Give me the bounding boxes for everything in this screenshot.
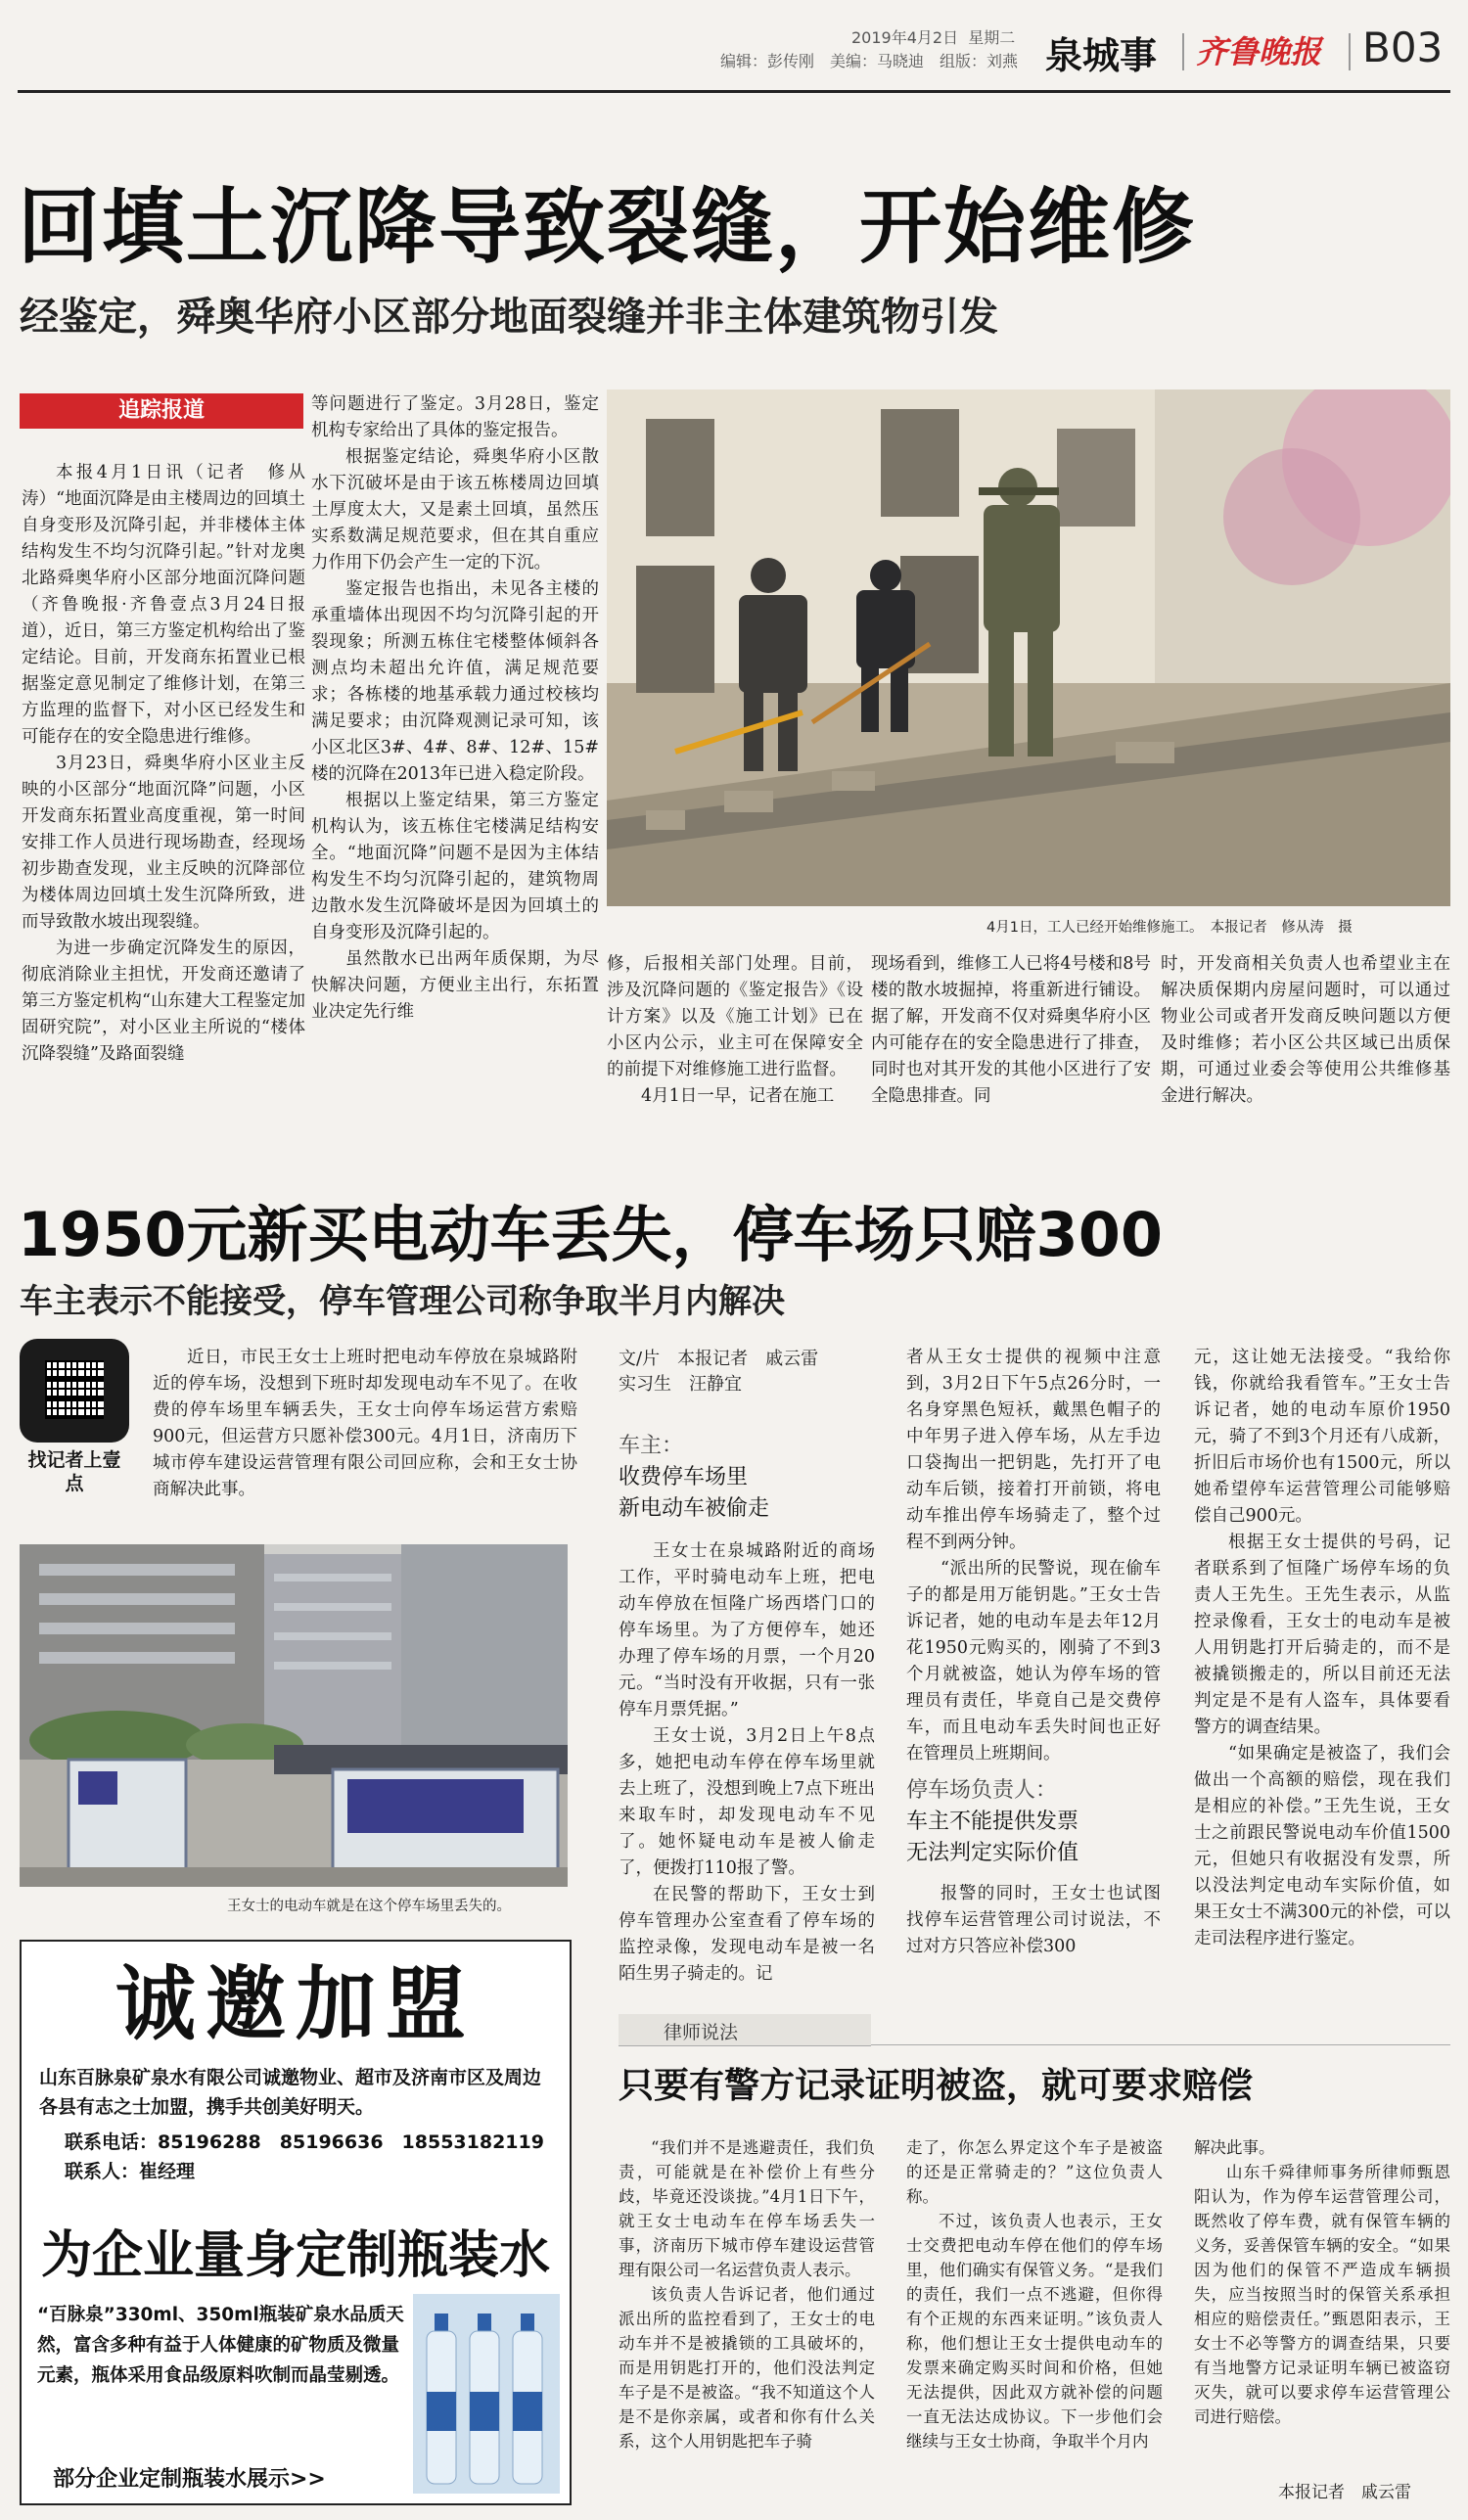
article1-col1	[22, 460, 305, 1180]
construction-photo	[607, 389, 1450, 906]
ad-water-footer: 部分企业定制瓶装水展示>>	[53, 2467, 326, 2492]
article1-col2	[311, 391, 599, 1204]
paragraph: 王女士说，3月2日上午8点多，她把电动车停在停车场里就去上班了，没想到晚上7点下班出来取车时，却发现电动车不见了。她怀疑电动车是被人偷走了，便拨打110报了警。	[619, 1726, 875, 1878]
paragraph: 根据以上鉴定结果，第三方鉴定机构认为，该五栋住宅楼满足结构安全。“地面沉降”问题不是因为主体结构发生不均匀沉降引起的，建筑物周边散水发生沉降破坏是因为回填土的自身变形及沉降引起的。	[311, 791, 599, 942]
paragraph: 现场看到，维修工人已将4号楼和8号楼的散水坡掘掉，将重新进行铺设。据了解，开发商不仅对舜奥华府小区内可能存在的安全隐患进行了排查，同时也对其开发的其他小区进行了安全隐患排查。同	[871, 954, 1151, 1106]
qr-code	[45, 1360, 104, 1419]
ad-franchise-body: 山东百脉泉矿泉水有限公司诚邀物业、超市及济南市区及周边各县有志之士加盟，携手共创美好明天。	[39, 2067, 542, 2118]
article2-lead	[153, 1345, 577, 1521]
header-weekday: 星期二	[968, 28, 1016, 47]
paragraph: 修，后报相关部门处理。目前，涉及沉降问题的《鉴定报告》《设计方案》以及《施工计划》已在小区内公示，业主可在保障安全的前提下对维修施工进行监督。	[607, 954, 863, 1079]
article1-title: 回填土沉降导致裂缝，开始维修	[18, 179, 1197, 275]
subhead-line: 新电动车被偷走	[619, 1496, 770, 1521]
bottles-illustration	[413, 2294, 560, 2494]
article1-col3	[607, 951, 863, 1206]
byline-reporter: 文/片 本报记者 戚云雷	[619, 1349, 819, 1369]
paragraph: 鉴定报告也指出，未见各主楼的承重墙体出现因不均匀沉降引起的开裂现象；所测五栋住宅楼整体倾斜各测点均未超出允许值，满足规范要求；各栋楼的地基承载力通过校核均满足要求；由沉降观测记录可知，该小区北区3#、4#、8#、12#、15#楼的沉降在2013年已进入稳定阶段。	[311, 579, 599, 784]
parking-photo	[20, 1544, 568, 1887]
paragraph: 山东千舜律师事务所律师甄恩阳认为，作为停车运营管理公司，既然收了停车费，就有保管车辆的义务，妥善保管车辆的安全。“如果因为他们的保管不严造成车辆损失，应当按照当时的保管关系承担相应的赔偿责任。”甄恩阳表示，王女士不必等警方的调查结果，只要有当地警方记录证明车辆已被盗窃灭失，就可以要求停车运营管理公司进行赔偿。	[1194, 2163, 1450, 2426]
paragraph: 元，这让她无法接受。“我给你钱，你就给我看管车。”王女士告诉记者，她的电动车原价1950元，骑了不到3个月还有八成新，折旧后市场价也有1500元，所以她希望停车运营管理公司能够赔偿自己900元。	[1194, 1348, 1450, 1526]
subhead-line: 无法判定实际价值	[906, 1841, 1079, 1865]
lawyer-byline: 本报记者 戚云雷	[1278, 2483, 1411, 2502]
subhead-manager	[906, 1775, 1078, 1869]
paper-logo: 齐鲁晚报	[1196, 33, 1322, 70]
paragraph: 报警的同时，王女士也试图找停车运营管理公司讨说法，不过对方只答应补偿300	[906, 1884, 1161, 1956]
paragraph: 根据鉴定结论，舜奥华府小区散水下沉破坏是由于该五栋楼周边回填土厚度太大，又是素土回填，虽然压实系数满足规范要求，但在其自重应力作用下仍会产生一定的下沉。	[311, 447, 599, 573]
header-divider	[1349, 33, 1351, 70]
paragraph: 该负责人告诉记者，他们通过派出所的监控看到了，王女士的电动车并不是被撬锁的工具破坏的，而是用钥匙打开的，他们没法判定车子是不是被盗。“我不知道这个人是不是你亲属，或者和你有什么关系，这个人用钥匙把车子骑	[619, 2285, 875, 2451]
ad-franchise	[20, 1940, 572, 2220]
paragraph: “我们并不是逃避责任，我们负责，可能就是在补偿价上有些分歧，毕竟还没谈拢。”4月1日下午，就王女士电动车在停车场丢失一事，济南历下城市停车建设运营管理有限公司一名运营负责人表示。	[619, 2138, 875, 2279]
paragraph: 等问题进行了鉴定。3月28日，鉴定机构专家给出了具体的鉴定报告。	[311, 394, 599, 440]
paragraph: 走了，你怎么界定这个车子是被盗的还是正常骑走的？”这位负责人称。	[906, 2138, 1163, 2206]
subhead-kicker: 车主：	[619, 1434, 684, 1458]
paragraph: 解决此事。	[1194, 2138, 1275, 2157]
byline-intern: 实习生 汪静宜	[619, 1374, 742, 1395]
lawyer-tag	[619, 2014, 871, 2046]
subhead-owner	[619, 1431, 769, 1525]
qr-badge-label: 找记者上壹点	[27, 1449, 121, 1494]
paragraph: 根据王女士提供的号码，记者联系到了恒隆广场停车场的负责人王先生。王先生表示，从监控录像看，王女士的电动车是被人用钥匙打开后骑走的，而不是被撬锁搬走的，所以目前还无法判定是不是有人盗车，具体要看警方的调查结果。	[1194, 1533, 1450, 1737]
ad-franchise-title: 诚邀加盟	[115, 1957, 476, 2051]
contact-name: 崔经理	[139, 2161, 196, 2182]
header-editors: 编辑：彭传刚 美编：马晓迪 组版：刘燕	[720, 52, 1019, 70]
paragraph: 4月1日一早，记者在施工	[641, 1086, 835, 1106]
camera-icon	[20, 1339, 129, 1443]
contact-label: 联系人：	[65, 2161, 140, 2182]
lawyer-tag-label: 律师说法	[664, 2022, 739, 2043]
lawyer-title: 只要有警方记录证明被盗，就可要求赔偿	[619, 2066, 1254, 2106]
construction-photo-caption: 4月1日，工人已经开始维修施工。 本报记者 修从涛 摄	[986, 920, 1353, 936]
ad-water-body: “百脉泉”330ml、350ml瓶装矿泉水品质天然，富含多种有益于人体健康的矿物质及微量元素，瓶体采用食品级原料吹制而晶莹剔透。	[37, 2305, 404, 2386]
article2-col2	[619, 1538, 875, 2006]
paragraph: 者从王女士提供的视频中注意到，3月2日下午5点26分时，一名身穿黑色短袄，戴黑色帽子的中年男子进入停车场，从左手边口袋掏出一把钥匙，先打开了电动车后锁，接着打开前锁，将电动车推出停车场骑走了，整个过程不到两分钟。	[906, 1348, 1161, 1552]
paragraph: “如果确定是被盗了，我们会做出一个高额的赔偿，现在我们是相应的补偿。”王先生说，王女士之前跟民警说电动车价值1500元，但她只有收据没有发票，所以没法判定电动车实际价值，如果王女士不满300元的补偿，可以走司法程序进行鉴定。	[1194, 1744, 1450, 1948]
article1-tag: 追踪报道	[20, 393, 303, 429]
paragraph: 王女士在泉城路附近的商场工作，平时骑电动车上班，把电动车停放在恒隆广场西塔门口的停车场里。为了方便停车，她还办理了停车场的月票，一个月20元。“当时没有开收据，只有一张停车月票凭据。”	[619, 1541, 875, 1719]
lawyer-col2	[906, 2135, 1163, 2507]
qr-badge	[20, 1339, 129, 1495]
subhead-kicker: 停车场负责人：	[906, 1778, 1058, 1803]
article2-col3b	[906, 1881, 1161, 1998]
article2-col4	[1194, 1345, 1450, 2004]
ad-bottled-water	[20, 2218, 572, 2505]
article2-col3	[906, 1345, 1161, 1767]
article1-col5	[1161, 951, 1450, 1196]
header-date: 2019年4月2日	[851, 28, 959, 47]
page-number: B03	[1362, 23, 1444, 71]
paragraph: 近日，市民王女士上班时把电动车停放在泉城路附近的停车场，没想到下班时却发现电动车不见了。在收费的停车场里车辆丢失，王女士向停车场运营方索赔900元，但运营方只愿补偿300元。4月1日，济南历下城市停车建设运营管理有限公司回应称，会和王女士协商解决此事。	[153, 1348, 577, 1499]
header-divider	[1182, 33, 1184, 70]
lawyer-col1	[619, 2135, 875, 2507]
article2-subtitle: 车主表示不能接受，停车管理公司称争取半月内解决	[20, 1282, 785, 1321]
article1-subtitle: 经鉴定，舜奥华府小区部分地面裂缝并非主体建筑物引发	[20, 295, 998, 340]
paragraph: 为进一步确定沉降发生的原因，彻底消除业主担忧，开发商还邀请了第三方鉴定机构“山东建大工程鉴定加固研究院”，对小区业主所说的“楼体沉降裂缝”及路面裂缝	[22, 939, 305, 1064]
header-dateline	[851, 25, 1015, 48]
ad-franchise-contact	[65, 2157, 195, 2186]
header-rule	[18, 90, 1450, 93]
water-bottles-image	[413, 2294, 560, 2494]
paragraph: 3月23日，舜奥华府小区业主反映的小区部分“地面沉降”问题，小区开发商东拓置业高度重视，第一时间安排工作人员进行现场勘查，经现场初步勘查发现，业主反映的沉降部位为楼体周边回填土发生沉降所致，进而导致散水坡出现裂缝。	[22, 754, 305, 932]
section-name: 泉城事	[1045, 34, 1158, 77]
parking-photo-image	[20, 1544, 568, 1887]
paragraph: 虽然散水已出两年质保期，为尽快解决问题，方便业主出行，东拓置业决定先行维	[311, 949, 599, 1022]
paragraph: 在民警的帮助下，王女士到停车管理办公室查看了停车场的监控录像，发现电动车是被一名陌生男子骑走的。记	[619, 1885, 875, 1984]
ad-franchise-phone	[65, 2128, 544, 2157]
parking-photo-caption: 王女士的电动车就是在这个停车场里丢失的。	[227, 1899, 511, 1914]
article2-byline	[619, 1347, 818, 1397]
construction-photo-image	[607, 389, 1450, 906]
paragraph: 本报4月1日讯（记者 修从涛）“地面沉降是由主楼周边的回填土自身变形及沉降引起，并非楼体主体结构发生不均匀沉降引起。”针对龙奥北路舜奥华府小区部分地面沉降问题（齐鲁晚报·齐鲁壹点3月24日报道），近日，第三方鉴定机构给出了鉴定结论。目前，开发商东拓置业已根据鉴定意见制定了维修计划，在第三方监理的监督下，对小区已经发生和可能存在的安全隐患进行维修。	[22, 463, 305, 747]
subhead-line: 收费停车场里	[619, 1465, 749, 1489]
paragraph: 不过，该负责人也表示，王女士交费把电动车停在他们的停车场里，他们确实有保管义务。“是我们的责任，我们一点不逃避，但你得有个正规的东西来证明。”该负责人称，他们想让王女士提供电动车的发票来确定购买时间和价格，但她无法提供，因此双方就补偿的问题一直无法达成协议。下一步他们会继续与王女士协商，争取半个月内	[906, 2212, 1163, 2451]
paragraph: “派出所的民警说，现在偷车子的都是用万能钥匙。”王女士告诉记者，她的电动车是去年12月花1950元购买的，刚骑了不到3个月就被盗，她认为停车场的管理员有责任，毕竟自己是交费停车，而且电动车丢失时间也正好在管理员上班期间。	[906, 1559, 1161, 1764]
article1-col4	[871, 951, 1151, 1196]
lawyer-rule	[871, 2044, 1450, 2045]
lawyer-col3	[1194, 2135, 1450, 2468]
phone-label: 联系电话：	[65, 2131, 159, 2153]
subhead-line: 车主不能提供发票	[906, 1810, 1079, 1834]
ad-water-title: 为企业量身定制瓶装水	[40, 2225, 550, 2285]
phone-numbers: 85196288 85196636 18553182119	[158, 2131, 544, 2153]
paragraph: 时，开发商相关负责人也希望业主在解决质保期内房屋问题时，可以通过物业公司或者开发商反映问题以方便及时维修；若小区公共区域已出质保期，可通过业委会等使用公共维修基金进行解决。	[1161, 954, 1450, 1106]
article2-title: 1950元新买电动车丢失，停车场只赔300	[18, 1199, 1163, 1270]
